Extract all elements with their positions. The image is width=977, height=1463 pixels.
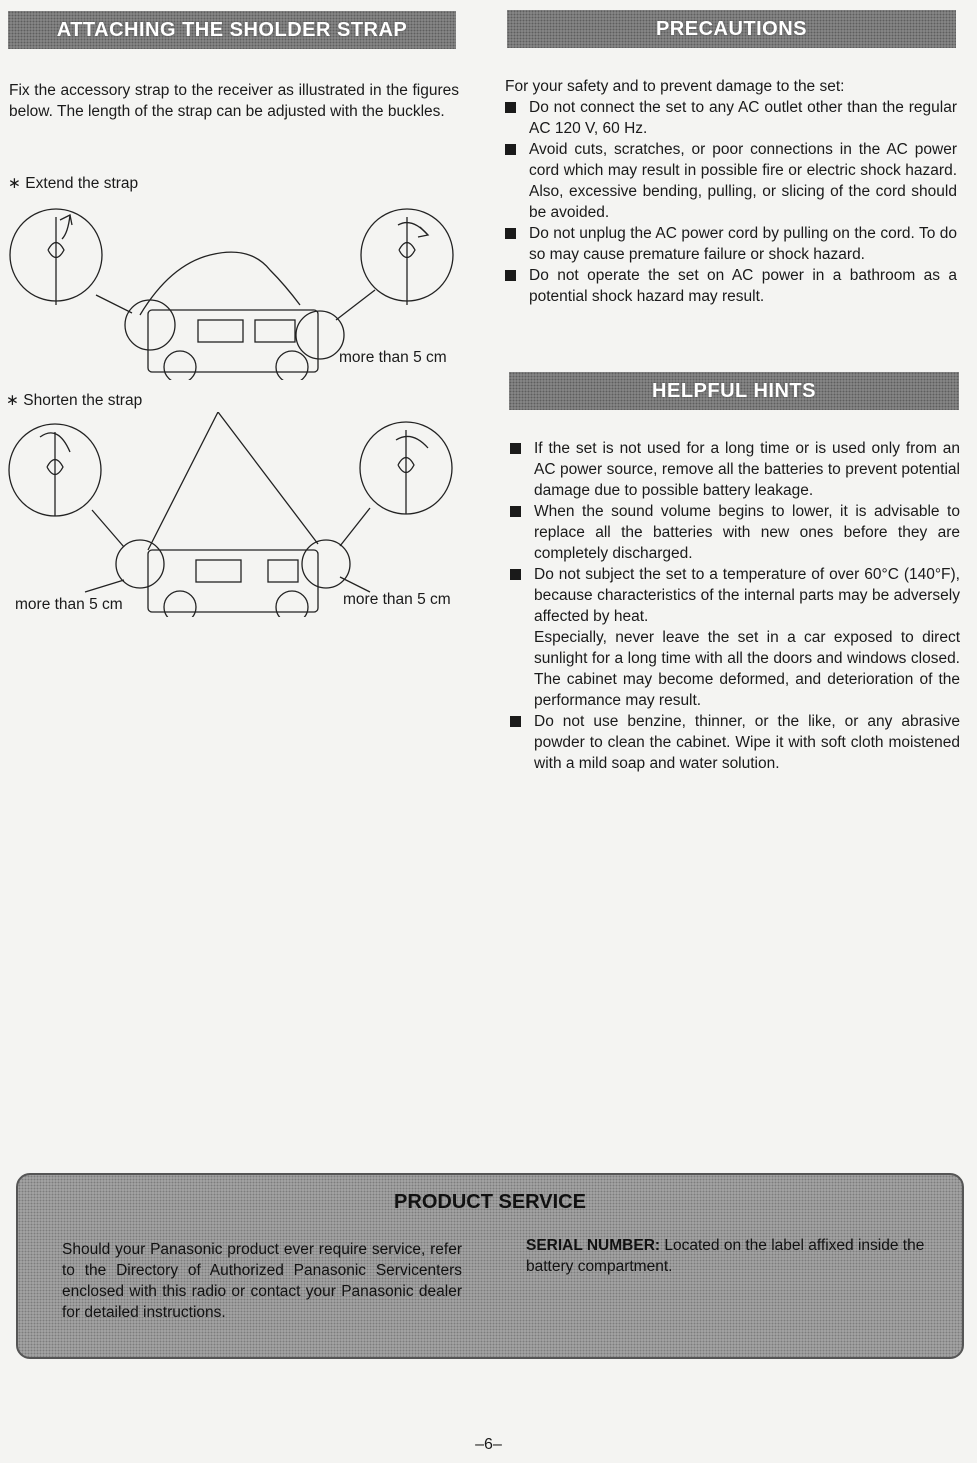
bullet-square-icon bbox=[505, 144, 516, 155]
bullet-square-icon bbox=[510, 443, 521, 454]
hint-item: If the set is not used for a long time or is used only from an AC power source, remove all the batteries to prevent potential damage due to possible battery leakage. bbox=[510, 438, 960, 501]
strap-heading: ATTACHING THE SHOLDER STRAP bbox=[8, 11, 456, 49]
precaution-item: Do not unplug the AC power cord by pulling on the cord. To do so may cause premature failure or shock hazard. bbox=[505, 223, 957, 265]
bullet-square-icon bbox=[510, 716, 521, 727]
strap-intro: Fix the accessory strap to the receiver as illustrated in the figures below. The length of the strap can be adjusted with the buckles. bbox=[9, 82, 459, 120]
hint-extra-paragraph: Especially, never leave the set in a car exposed to direct sunlight for a long time with all the doors and windows closed. The cabinet may become deformed, and deterioration of the performance may result. bbox=[534, 629, 960, 709]
precautions-section bbox=[505, 76, 957, 307]
bullet-square-icon bbox=[505, 270, 516, 281]
serial-number-label: SERIAL NUMBER: bbox=[526, 1237, 661, 1254]
bullet-square-icon bbox=[505, 228, 516, 239]
precaution-item: Avoid cuts, scratches, or poor connections in the AC power cord which may result in possible fire or electric shock hazard. Also, excessive bending, pulling, or slicing of the cord should be avoided. bbox=[505, 139, 957, 223]
precaution-item: Do not connect the set to any AC outlet other than the regular AC 120 V, 60 Hz. bbox=[505, 97, 957, 139]
hint-item: Do not subject the set to a temperature of over 60°C (140°F), because characteristics of the internal parts may be adversely affected by heat. bbox=[510, 564, 960, 627]
serial-number-info bbox=[526, 1235, 936, 1277]
hints-section bbox=[510, 438, 960, 774]
bullet-square-icon bbox=[510, 569, 521, 580]
hints-heading: HELPFUL HINTS bbox=[509, 372, 959, 410]
product-service-text: Should your Panasonic product ever require service, refer to the Directory of Authorized Panasonic Servicenters enclosed with this radio or contact your Panasonic dealer for detailed instructions. bbox=[62, 1241, 462, 1321]
shorten-label: ∗ Shorten the strap bbox=[6, 392, 143, 409]
hint-item: When the sound volume begins to lower, it is advisable to replace all the batteries with new ones before they are completely discharged. bbox=[510, 501, 960, 564]
shorten-note-left: more than 5 cm bbox=[15, 596, 123, 613]
product-service-box bbox=[16, 1173, 964, 1359]
product-service-title: PRODUCT SERVICE bbox=[394, 1191, 586, 1213]
bullet-square-icon bbox=[505, 102, 516, 113]
serial-number-text: Located on the label affixed inside the battery compartment. bbox=[526, 1237, 925, 1275]
extend-label: ∗ Extend the strap bbox=[8, 175, 139, 192]
extend-note: more than 5 cm bbox=[339, 349, 447, 366]
precautions-intro: For your safety and to prevent damage to the set: bbox=[505, 78, 845, 95]
precautions-heading: PRECAUTIONS bbox=[507, 10, 956, 48]
hint-item: Do not use benzine, thinner, or the like, or any abrasive powder to clean the cabinet. Wipe it with soft cloth moistened with a mild soap and water solution. bbox=[510, 711, 960, 774]
shorten-note-right: more than 5 cm bbox=[343, 591, 451, 608]
shorten-strap-figure bbox=[0, 412, 470, 617]
precaution-item: Do not operate the set on AC power in a bathroom as a potential shock hazard may result. bbox=[505, 265, 957, 307]
bullet-square-icon bbox=[510, 506, 521, 517]
page-number: –6– bbox=[475, 1436, 502, 1453]
